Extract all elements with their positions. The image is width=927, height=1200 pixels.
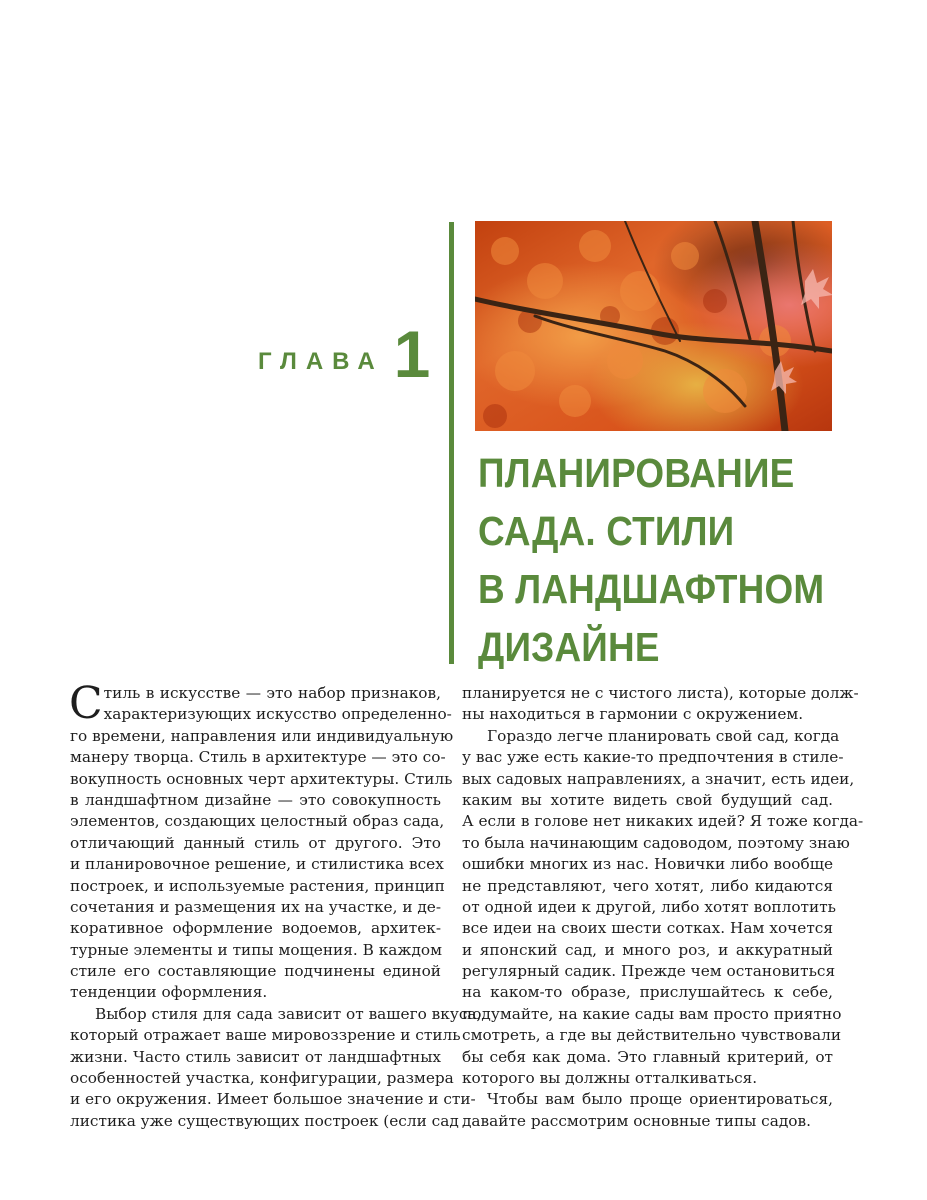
text-line: тиль в искусстве — это набор признаков, bbox=[103, 684, 441, 702]
text-line: все идеи на своих шести сотках. Нам хочется bbox=[462, 919, 833, 938]
text-line: бы себя как дома. Это главный критерий, от bbox=[462, 1047, 833, 1066]
text-line: вых садовых направлениях, а значит, есть идеи, bbox=[462, 769, 855, 788]
text-line: у вас уже есть какие-то предпочтения в стиле- bbox=[462, 748, 844, 767]
text-line: планируется не с чистого листа), которые долж- bbox=[462, 684, 859, 702]
text-line: элементов, создающих целостный образ сада, bbox=[70, 812, 445, 831]
text-line: в ландшафтном дизайне — это совокупность bbox=[70, 790, 441, 809]
text-line: коративное оформление водоемов, архитек- bbox=[70, 919, 441, 938]
text-line: стиле его составляющие подчинены единой bbox=[70, 962, 441, 981]
text-line: от одной идеи к другой, либо хотят воплотить bbox=[462, 897, 836, 916]
chapter-title-line: ПЛАНИРОВАНИЕ bbox=[478, 450, 795, 496]
text-line: Выбор стиля для сада зависит от вашего вкуса, bbox=[95, 1004, 482, 1023]
text-line: отличающий данный стиль от другого. Это bbox=[70, 833, 441, 852]
text-line: манеру творца. Стиль в архитектуре — это со- bbox=[70, 748, 446, 767]
text-line: которого вы должны отталкиваться. bbox=[462, 1069, 758, 1088]
text-line: вокупность основных черт архитектуры. Стиль bbox=[70, 769, 453, 788]
chapter-title-line: САДА. СТИЛИ bbox=[478, 508, 735, 554]
text-line: давайте рассмотрим основные типы садов. bbox=[462, 1111, 811, 1130]
text-line: жизни. Часто стиль зависит от ландшафтных bbox=[70, 1047, 441, 1066]
text-line: турные элементы и типы мощения. В каждом bbox=[70, 940, 443, 959]
text-column-right bbox=[462, 683, 864, 1132]
chapter-title-line: В ЛАНДШАФТНОМ bbox=[478, 566, 825, 612]
text-line: сочетания и размещения их на участке, и де- bbox=[70, 897, 442, 916]
autumn-maple-photo bbox=[475, 221, 832, 431]
text-line: ошибки многих из нас. Новички либо вообще bbox=[462, 855, 833, 874]
chapter-title bbox=[478, 444, 838, 676]
text-line: то была начинающим садоводом, поэтому знаю bbox=[462, 833, 850, 852]
text-line: который отражает ваше мировоззрение и стиль bbox=[70, 1026, 461, 1045]
text-line: подумайте, на какие сады вам просто приятно bbox=[462, 1004, 842, 1023]
text-column-left bbox=[69, 678, 482, 1132]
chapter-title-line: ДИЗАЙНЕ bbox=[478, 624, 660, 670]
text-line: листика уже существующих построек (если сад bbox=[70, 1111, 459, 1130]
text-line: регулярный садик. Прежде чем остановиться bbox=[462, 962, 836, 981]
text-line: и планировочное решение, и стилистика всех bbox=[70, 855, 444, 874]
chapter-word: ГЛАВА bbox=[258, 348, 384, 375]
text-line: ны находиться в гармонии с окружением. bbox=[462, 705, 804, 724]
chapter-number: 1 bbox=[393, 316, 431, 391]
text-line: особенностей участка, конфигурации, размера bbox=[70, 1069, 454, 1088]
text-line: характеризующих искусство определенно- bbox=[103, 705, 452, 724]
text-line: Гораздо легче планировать свой сад, когда bbox=[487, 726, 840, 745]
text-line: каким вы хотите видеть свой будущий сад. bbox=[462, 790, 833, 809]
text-line: А если в голове нет никаких идей? Я тоже когда- bbox=[462, 812, 864, 831]
text-line: Чтобы вам было проще ориентироваться, bbox=[487, 1090, 833, 1109]
maple-image bbox=[475, 221, 832, 431]
text-line: го времени, направления или индивидуальную bbox=[70, 726, 454, 745]
text-line: и его окружения. Имеет большое значение и сти- bbox=[70, 1090, 476, 1109]
text-line: тенденции оформления. bbox=[70, 983, 268, 1002]
drop-cap: С bbox=[69, 678, 103, 729]
text-line: не представляют, чего хотят, либо кидаются bbox=[462, 876, 833, 895]
text-line: и японский сад, и много роз, и аккуратный bbox=[462, 940, 833, 959]
text-line: построек, и используемые растения, принцип bbox=[70, 876, 445, 895]
vertical-divider bbox=[449, 222, 454, 664]
text-line: на каком-то образе, прислушайтесь к себе, bbox=[462, 983, 833, 1002]
text-line: смотреть, а где вы действительно чувствовали bbox=[462, 1026, 842, 1045]
chapter-label bbox=[258, 316, 431, 391]
